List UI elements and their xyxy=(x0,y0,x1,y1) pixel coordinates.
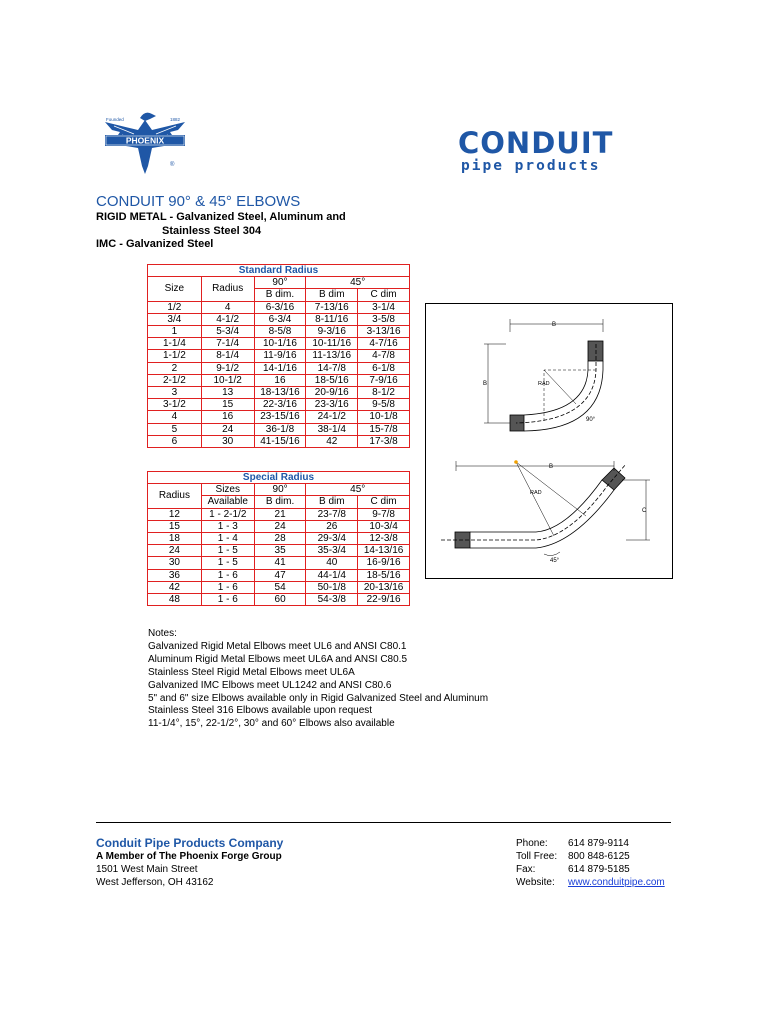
table-cell: 3/4 xyxy=(148,313,202,325)
table-cell: 14-1/16 xyxy=(254,362,306,374)
table-cell: 50-1/8 xyxy=(306,581,358,593)
table-cell: 24-1/2 xyxy=(306,411,358,423)
table-cell: 22-3/16 xyxy=(254,399,306,411)
note-line: Stainless Steel Rigid Metal Elbows meet UL6A xyxy=(148,666,355,678)
table-cell: 2-1/2 xyxy=(148,374,202,386)
website-label: Website: xyxy=(516,877,555,888)
table-cell: 1 - 6 xyxy=(201,569,254,581)
table-cell: 54 xyxy=(254,581,306,593)
table-cell: 1 - 5 xyxy=(201,557,254,569)
footer-divider xyxy=(96,822,671,823)
table-row xyxy=(148,594,410,606)
elbow-45-angle-label: 45° xyxy=(550,558,560,564)
table-cell: 13 xyxy=(201,387,254,399)
conduit-logo-word: CONDUIT xyxy=(458,126,614,160)
table-cell: 41 xyxy=(254,557,306,569)
elbow-diagram xyxy=(425,303,673,579)
table-cell: 48 xyxy=(148,594,202,606)
table-cell: 8-11/16 xyxy=(306,313,358,325)
table-cell: 6-3/16 xyxy=(254,301,306,313)
header-b-dim-45: B dim xyxy=(306,289,358,301)
elbow-90-drawing xyxy=(484,319,603,431)
table-cell: 16 xyxy=(201,411,254,423)
header-45: 45° xyxy=(306,277,410,289)
table-row xyxy=(148,374,410,386)
table-cell: 10-3/4 xyxy=(358,520,410,532)
phone-label: Phone: xyxy=(516,838,548,849)
table-cell: 38-1/4 xyxy=(306,423,358,435)
table-cell: 1/2 xyxy=(148,301,202,313)
table-cell: 2 xyxy=(148,362,202,374)
page-title: CONDUIT 90° & 45° ELBOWS xyxy=(96,193,301,210)
table-cell: 8-1/2 xyxy=(358,387,410,399)
subtitle-stainless: Stainless Steel 304 xyxy=(162,225,262,237)
table-cell: 4-7/16 xyxy=(358,338,410,350)
table-cell: 3-5/8 xyxy=(358,313,410,325)
subtitle-imc: IMC - Galvanized Steel xyxy=(96,238,214,250)
table-cell: 42 xyxy=(306,435,358,447)
company-city: West Jefferson, OH 43162 xyxy=(96,877,214,888)
table-cell: 3-13/16 xyxy=(358,326,410,338)
table-cell: 10-1/16 xyxy=(254,338,306,350)
table-cell: 18-13/16 xyxy=(254,387,306,399)
table-cell: 7-1/4 xyxy=(201,338,254,350)
table-cell: 1 - 4 xyxy=(201,533,254,545)
table-cell: 1 - 6 xyxy=(201,581,254,593)
elbow-45-rad-label: RAD xyxy=(530,490,542,496)
note-line: 11-1/4°, 15°, 22-1/2°, 30° and 60° Elbows also available xyxy=(148,718,395,730)
company-name: Conduit Pipe Products Company xyxy=(96,836,284,850)
phoenix-eagle-icon xyxy=(100,108,190,178)
table-cell: 18 xyxy=(148,533,202,545)
elbow-drawing xyxy=(426,304,672,578)
table-row xyxy=(148,387,410,399)
header-45: 45° xyxy=(306,484,410,496)
table-row xyxy=(148,545,410,557)
table-cell: 20-9/16 xyxy=(306,387,358,399)
table-cell: 4-1/2 xyxy=(201,313,254,325)
conduit-logo xyxy=(458,128,618,178)
table-cell: 17-3/8 xyxy=(358,435,410,447)
table-cell: 35-3/4 xyxy=(306,545,358,557)
table-cell: 11-13/16 xyxy=(306,350,358,362)
special-radius-table xyxy=(147,471,410,606)
table-cell: 15-7/8 xyxy=(358,423,410,435)
header-b-dim-90: B dim. xyxy=(254,289,306,301)
table-cell: 3-1/4 xyxy=(358,301,410,313)
table-row xyxy=(148,338,410,350)
table-cell: 12 xyxy=(148,508,202,520)
conduit-logo-sub: pipe products xyxy=(461,158,601,174)
table-cell: 10-1/8 xyxy=(358,411,410,423)
header-size: Size xyxy=(148,277,202,301)
table-cell: 10-1/2 xyxy=(201,374,254,386)
table-cell: 3-1/2 xyxy=(148,399,202,411)
note-line: Galvanized Rigid Metal Elbows meet UL6 and ANSI C80.1 xyxy=(148,640,407,652)
table-cell: 14-13/16 xyxy=(358,545,410,557)
table-cell: 1-1/4 xyxy=(148,338,202,350)
table-cell: 15 xyxy=(148,520,202,532)
table-cell: 4 xyxy=(201,301,254,313)
header-radius: Radius xyxy=(201,277,254,301)
header-available: Available xyxy=(201,496,254,508)
table-cell: 30 xyxy=(201,435,254,447)
subtitle-rigid-metal: RIGID METAL - Galvanized Steel, Aluminum and xyxy=(96,211,346,223)
table-cell: 36-1/8 xyxy=(254,423,306,435)
table-row xyxy=(148,520,410,532)
table-row xyxy=(148,326,410,338)
table-cell: 18-5/16 xyxy=(306,374,358,386)
table-cell: 18-5/16 xyxy=(358,569,410,581)
header-c-dim: C dim xyxy=(358,289,410,301)
table-cell: 8-5/8 xyxy=(254,326,306,338)
table-cell: 35 xyxy=(254,545,306,557)
tollfree-value: 800 848-6125 xyxy=(568,851,630,862)
table-cell: 1-1/2 xyxy=(148,350,202,362)
header-sizes: Sizes xyxy=(201,484,254,496)
table-cell: 12-3/8 xyxy=(358,533,410,545)
table-row xyxy=(148,569,410,581)
header-90: 90° xyxy=(254,484,306,496)
header-b-dim-90: B dim. xyxy=(254,496,306,508)
table-cell: 16-9/16 xyxy=(358,557,410,569)
table-cell: 4 xyxy=(148,411,202,423)
table-cell: 41-15/16 xyxy=(254,435,306,447)
elbow-45-center-point xyxy=(514,460,518,464)
table-cell: 9-5/8 xyxy=(358,399,410,411)
notes xyxy=(148,628,488,731)
table-cell: 60 xyxy=(254,594,306,606)
elbow-90-angle-label: 90° xyxy=(586,417,596,423)
table-cell: 29-3/4 xyxy=(306,533,358,545)
elbow-45-b-label: B xyxy=(548,464,554,470)
note-line: Galvanized IMC Elbows meet UL1242 and ANSI C80.6 xyxy=(148,679,392,691)
standard-radius-caption: Standard Radius xyxy=(148,265,410,277)
fax-value: 614 879-5185 xyxy=(568,864,630,875)
table-row xyxy=(148,423,410,435)
notes-heading: Notes: xyxy=(148,628,177,639)
table-row xyxy=(148,350,410,362)
table-row xyxy=(148,301,410,313)
phoenix-founded-label: Founded xyxy=(106,117,124,122)
table-cell: 21 xyxy=(254,508,306,520)
table-cell: 7-9/16 xyxy=(358,374,410,386)
table-cell: 44-1/4 xyxy=(306,569,358,581)
table-cell: 10-11/16 xyxy=(306,338,358,350)
note-line: Aluminum Rigid Metal Elbows meet UL6A and ANSI C80.5 xyxy=(148,653,408,665)
elbow-90-b-top-label: B xyxy=(551,322,557,328)
table-cell: 40 xyxy=(306,557,358,569)
phoenix-registered-mark: ® xyxy=(170,162,175,168)
table-cell: 24 xyxy=(148,545,202,557)
table-cell: 1 xyxy=(148,326,202,338)
phone-value: 614 879-9114 xyxy=(568,838,629,849)
header-90: 90° xyxy=(254,277,306,289)
table-cell: 5 xyxy=(148,423,202,435)
website-link[interactable]: www.conduitpipe.com xyxy=(568,877,665,888)
tollfree-label: Toll Free: xyxy=(516,851,558,862)
table-row xyxy=(148,362,410,374)
table-row xyxy=(148,508,410,520)
company-member: A Member of The Phoenix Forge Group xyxy=(96,851,282,862)
table-cell: 1 - 6 xyxy=(201,594,254,606)
table-cell: 3 xyxy=(148,387,202,399)
elbow-90-b-side-label: B xyxy=(482,381,488,387)
table-row xyxy=(148,581,410,593)
table-row xyxy=(148,411,410,423)
table-cell: 24 xyxy=(201,423,254,435)
table-row xyxy=(148,435,410,447)
phoenix-founded-year: 1882 xyxy=(170,117,181,122)
phoenix-logo xyxy=(100,108,190,178)
table-cell: 6-3/4 xyxy=(254,313,306,325)
table-cell: 26 xyxy=(306,520,358,532)
table-cell: 4-7/8 xyxy=(358,350,410,362)
header-c-dim: C dim xyxy=(358,496,410,508)
table-cell: 1 - 2-1/2 xyxy=(201,508,254,520)
table-row xyxy=(148,557,410,569)
table-cell: 23-3/16 xyxy=(306,399,358,411)
note-line: 5" and 6" size Elbows available only in Rigid Galvanized Steel and Aluminum xyxy=(148,692,489,704)
table-cell: 30 xyxy=(148,557,202,569)
table-cell: 6 xyxy=(148,435,202,447)
elbow-45-drawing xyxy=(441,461,650,556)
table-row xyxy=(148,399,410,411)
table-cell: 22-9/16 xyxy=(358,594,410,606)
table-cell: 20-13/16 xyxy=(358,581,410,593)
table-cell: 9-3/16 xyxy=(306,326,358,338)
table-cell: 1 - 5 xyxy=(201,545,254,557)
table-cell: 28 xyxy=(254,533,306,545)
table-cell: 24 xyxy=(254,520,306,532)
elbow-90-rad-label: RAD xyxy=(538,381,550,387)
table-cell: 11-9/16 xyxy=(254,350,306,362)
table-row xyxy=(148,533,410,545)
note-line: Stainless Steel 316 Elbows available upon request xyxy=(148,705,373,717)
table-cell: 15 xyxy=(201,399,254,411)
table-cell: 23-7/8 xyxy=(306,508,358,520)
table-cell: 16 xyxy=(254,374,306,386)
table-cell: 9-1/2 xyxy=(201,362,254,374)
table-cell: 1 - 3 xyxy=(201,520,254,532)
table-cell: 9-7/8 xyxy=(358,508,410,520)
table-cell: 8-1/4 xyxy=(201,350,254,362)
table-cell: 7-13/16 xyxy=(306,301,358,313)
header-radius: Radius xyxy=(148,484,202,508)
table-cell: 6-1/8 xyxy=(358,362,410,374)
header-b-dim-45: B dim xyxy=(306,496,358,508)
table-cell: 36 xyxy=(148,569,202,581)
standard-radius-table xyxy=(147,264,410,448)
table-cell: 47 xyxy=(254,569,306,581)
elbow-45-c-label: C xyxy=(642,508,647,514)
table-row xyxy=(148,313,410,325)
special-radius-caption: Special Radius xyxy=(148,472,410,484)
fax-label: Fax: xyxy=(516,864,536,875)
table-cell: 23-15/16 xyxy=(254,411,306,423)
table-cell: 54-3/8 xyxy=(306,594,358,606)
table-cell: 14-7/8 xyxy=(306,362,358,374)
phoenix-name: PHOENIX xyxy=(125,135,165,146)
company-street: 1501 West Main Street xyxy=(96,864,198,875)
table-cell: 5-3/4 xyxy=(201,326,254,338)
table-cell: 42 xyxy=(148,581,202,593)
